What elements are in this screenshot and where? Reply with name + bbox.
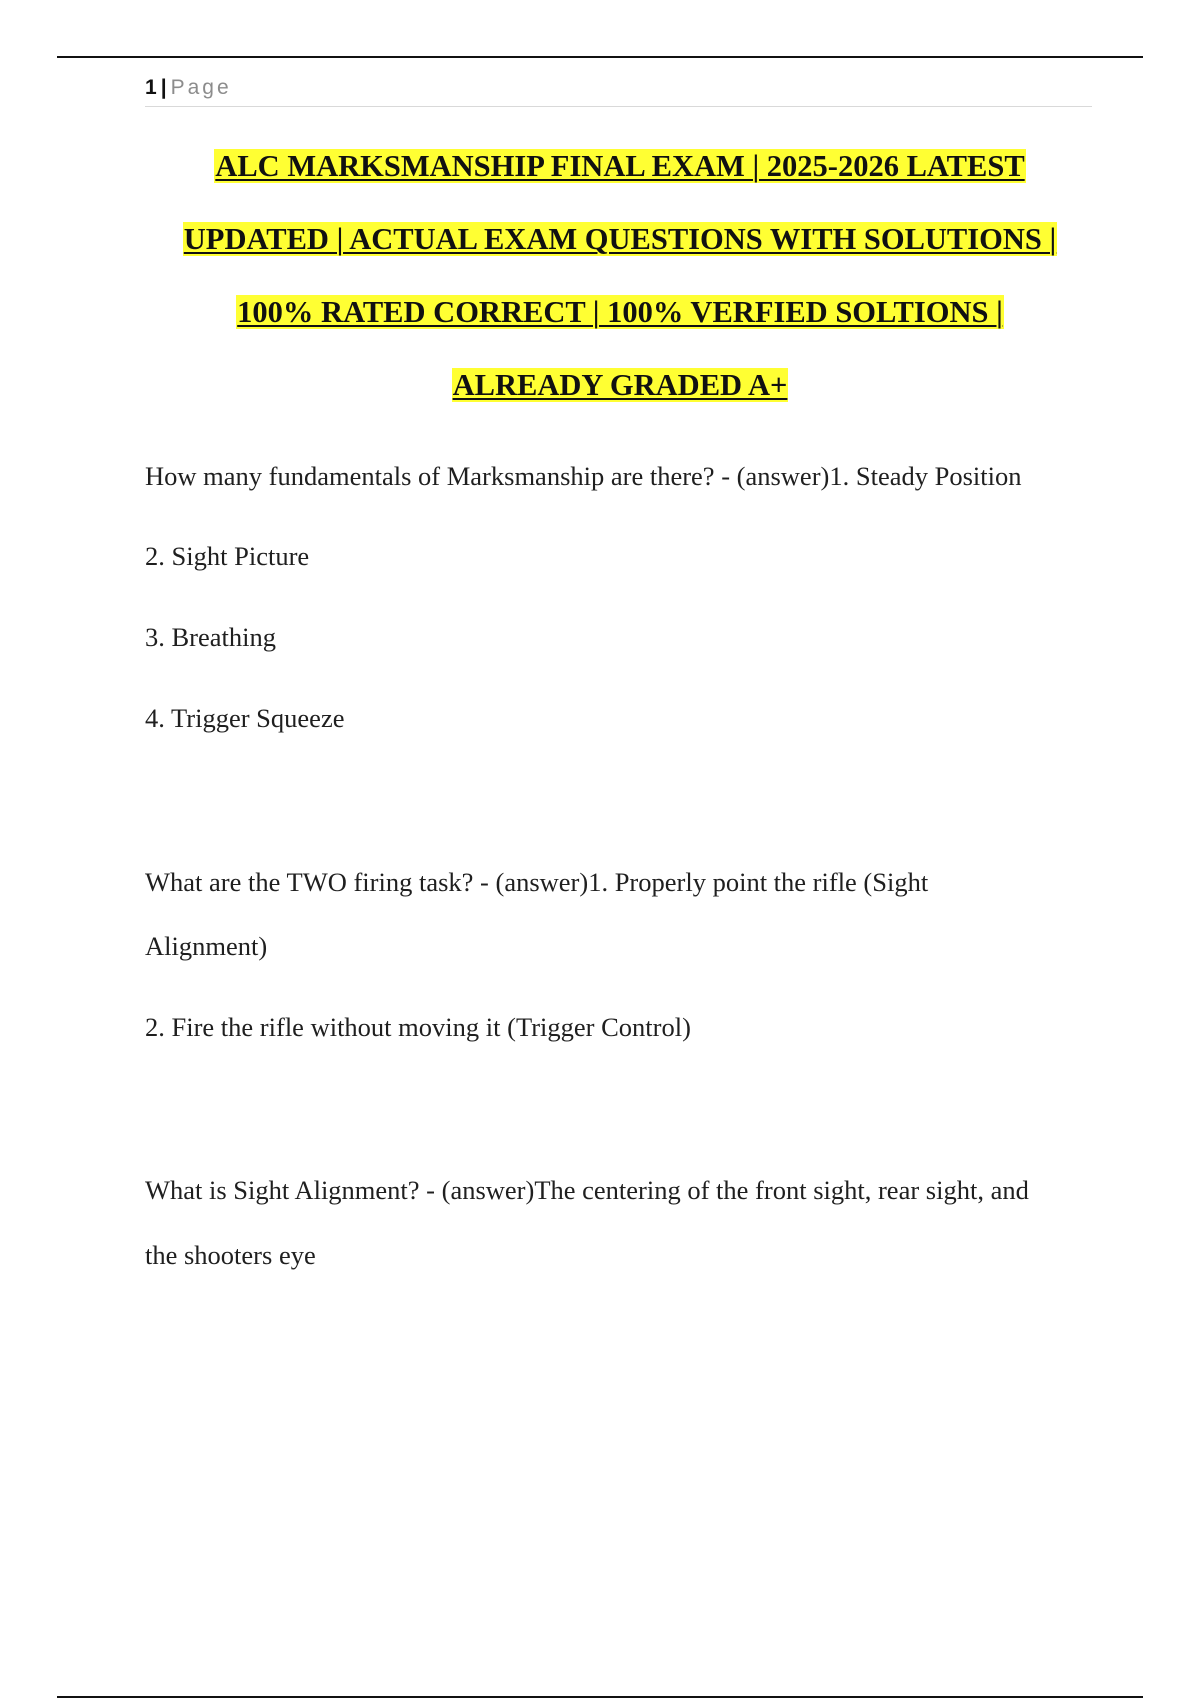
page-word: Page [170,76,232,99]
answer-item: 2. Fire the rifle without moving it (Trigger Control) [145,1012,691,1042]
page-number: 1 [145,76,157,99]
title-line [140,286,1100,359]
page-separator: | [160,76,167,99]
question-2-text: What are the TWO firing task? - (answer)1. Properly point the rifle (Sight [145,867,929,897]
title-line-text: UPDATED | ACTUAL EXAM QUESTIONS WITH SOLUTIONS | [183,222,1057,256]
answer-item: 2. Sight Picture [145,541,310,571]
top-rule [57,56,1143,58]
question-3-text: What is Sight Alignment? - (answer)The centering of the front sight, rear sight, and [145,1175,1029,1205]
document-title [140,140,1100,432]
question-1-text: How many fundamentals of Marksmanship are there? - (answer)1. Steady Position [145,461,1022,491]
title-line-text: 100% RATED CORRECT | 100% VERFIED SOLTIONS | [237,295,1003,329]
question-2-continuation: Alignment) [145,931,268,961]
answer-item: 4. Trigger Squeeze [145,703,345,733]
title-line [140,140,1100,213]
page-header [145,74,1092,107]
title-line [140,359,1100,432]
question-3-continuation: the shooters eye [145,1240,316,1270]
title-line [140,213,1100,286]
title-line-text: ALREADY GRADED A+ [452,368,788,402]
title-line-text: ALC MARKSMANSHIP FINAL EXAM | 2025-2026 LATEST [215,149,1025,183]
bottom-rule [57,1696,1143,1698]
answer-item: 3. Breathing [145,622,276,652]
